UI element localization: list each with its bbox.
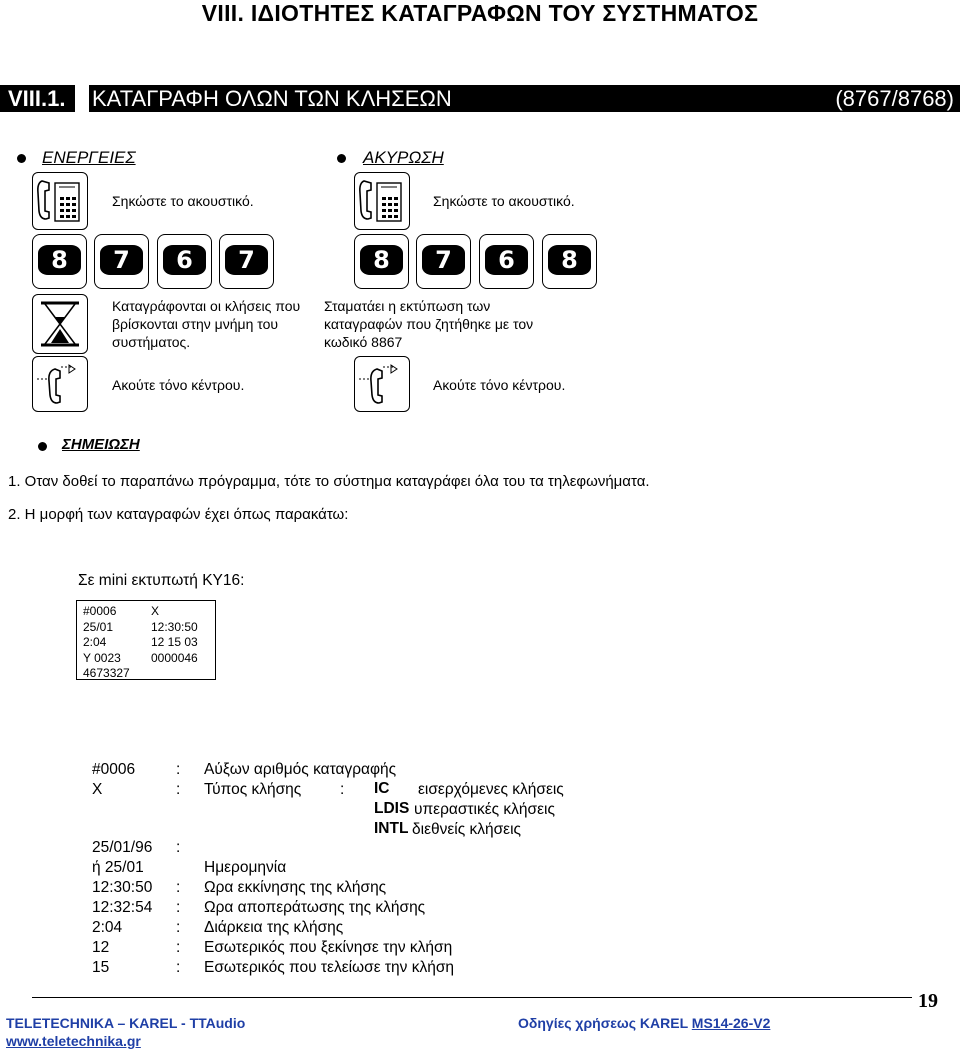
legend-sep: : [176,879,181,896]
key-button: 7 [219,234,274,289]
call-type-code: LDIS [374,800,410,817]
note-line-2: 2. Η μορφή των καταγραφών έχει όπως παρακάτω: [8,506,349,523]
legend-sep: : [176,919,181,936]
printout-cell: 2:04 [83,635,107,649]
legend-desc: Ωρα αποπεράτωσης της κλήσης [204,899,426,916]
legend-sep: : [176,839,181,856]
bullet-icon [38,442,47,451]
legend-sep: : [340,781,345,798]
key-button: 8 [354,234,409,289]
call-type-code: INTL [374,820,409,837]
legend-key: X [92,781,103,798]
printout-cell: 0000046 [151,650,198,665]
key-button: 8 [32,234,87,289]
bullet-icon [17,154,26,163]
legend-sep: : [176,939,181,956]
printout-cell: X [151,604,160,618]
right-step4-text: Ακούτε τόνο κέντρου. [433,377,566,393]
right-step1-text: Σηκώστε το ακουστικό. [433,193,575,209]
legend-sep: : [176,781,181,798]
footer-company: TELETECHNIKA – KAREL - TTAudio [6,1015,246,1031]
actions-heading: ΕΝΕΡΓΕΙΕΣ [42,148,136,167]
printout-sample [76,600,216,680]
hourglass-icon [32,294,88,354]
key-button: 6 [479,234,534,289]
key-button: 8 [542,234,597,289]
left-keypad-sequence [32,234,272,290]
footer-manual-link[interactable]: MS14-26-V2 [691,1015,771,1031]
right-keypad-sequence [354,234,604,290]
legend-sep: : [176,761,181,778]
legend-desc: Διάρκεια της κλήσης [204,919,344,936]
printout-cell: #0006 [83,604,117,618]
printer-caption: Σε mini εκτυπωτή ΚΥ16: [78,572,245,589]
printout-cell: 25/01 [83,619,114,634]
page-number: 19 [918,990,938,1012]
section-divider [75,85,89,112]
section-number: VIII.1. [8,86,66,111]
dial-tone-phone-icon [354,356,410,412]
legend-key: 2:04 [92,919,123,936]
legend-sep: : [176,899,181,916]
section-header [0,85,960,112]
section-name: ΚΑΤΑΓΡΑΦΗ ΟΛΩΝ ΤΩΝ ΚΛΗΣΕΩΝ [92,86,452,111]
left-step1-text: Σηκώστε το ακουστικό. [112,193,254,209]
telephone-handset-icon [354,172,410,230]
printout-cell: Y 0023 [83,650,121,665]
legend-key: 15 [92,959,110,976]
bullet-icon [337,154,346,163]
printout-cell: 4673327 [83,666,130,680]
printout-cell: 12:30:50 [151,619,198,634]
page-title: VIII. ΙΔΙΟΤΗΤΕΣ ΚΑΤΑΓΡΑΦΩΝ ΤΟΥ ΣΥΣΤΗΜΑΤΟΣ [201,0,759,26]
legend-desc: Ωρα εκκίνησης της κλήσης [204,879,387,896]
key-button: 7 [94,234,149,289]
call-type-desc: διεθνείς κλήσεις [412,821,521,838]
legend-desc: Τύπος κλήσης [204,781,302,798]
legend-desc: Εσωτερικός που ξεκίνησε την κλήση [204,939,453,956]
legend-desc: Εσωτερικός που τελείωσε την κλήση [204,959,455,976]
legend-key: #0006 [92,761,136,778]
footer-divider [32,997,912,998]
legend-desc: Ημερομηνία [204,859,287,876]
note-line-1: 1. Οταν δοθεί το παραπάνω πρόγραμμα, τότε το σύστημα καταγράφει όλα του τα τηλεφωνήματα. [8,473,650,490]
telephone-handset-icon [32,172,88,230]
footer-website-link[interactable]: www.teletechnika.gr [6,1033,141,1049]
record-legend [92,760,692,980]
right-step3-text: Σταματάει η εκτύπωση των καταγραφών που ζητήθηκε με τον κωδικό 8867 [324,298,534,350]
legend-key: 12 [92,939,110,956]
printout-cell: 12 15 03 [151,635,198,649]
key-button: 7 [416,234,471,289]
call-type-desc: υπεραστικές κλήσεις [414,801,555,818]
dial-tone-phone-icon [32,356,88,412]
key-button: 6 [157,234,212,289]
left-step4-text: Ακούτε τόνο κέντρου. [112,377,245,393]
left-step3-text: Καταγράφονται οι κλήσεις που βρίσκονται στην μνήμη του συστήματος. [112,298,301,350]
section-code: (8767/8768) [835,86,954,111]
legend-sep: : [176,959,181,976]
footer-manual-ref: Οδηγίες χρήσεως KAREL MS14-26-V2 [518,1015,771,1031]
legend-key: 12:30:50 [92,879,153,896]
legend-desc: Αύξων αριθμός καταγραφής [204,761,397,778]
call-type-code: IC [374,780,390,797]
cancel-heading: ΑΚΥΡΩΣΗ [363,148,444,167]
note-heading: ΣΗΜΕΙΩΣΗ [62,436,140,453]
legend-key: 12:32:54 [92,899,153,916]
legend-key: ή 25/01 [92,859,144,876]
legend-key: 25/01/96 [92,839,153,856]
call-type-desc: εισερχόμενες κλήσεις [418,781,564,798]
